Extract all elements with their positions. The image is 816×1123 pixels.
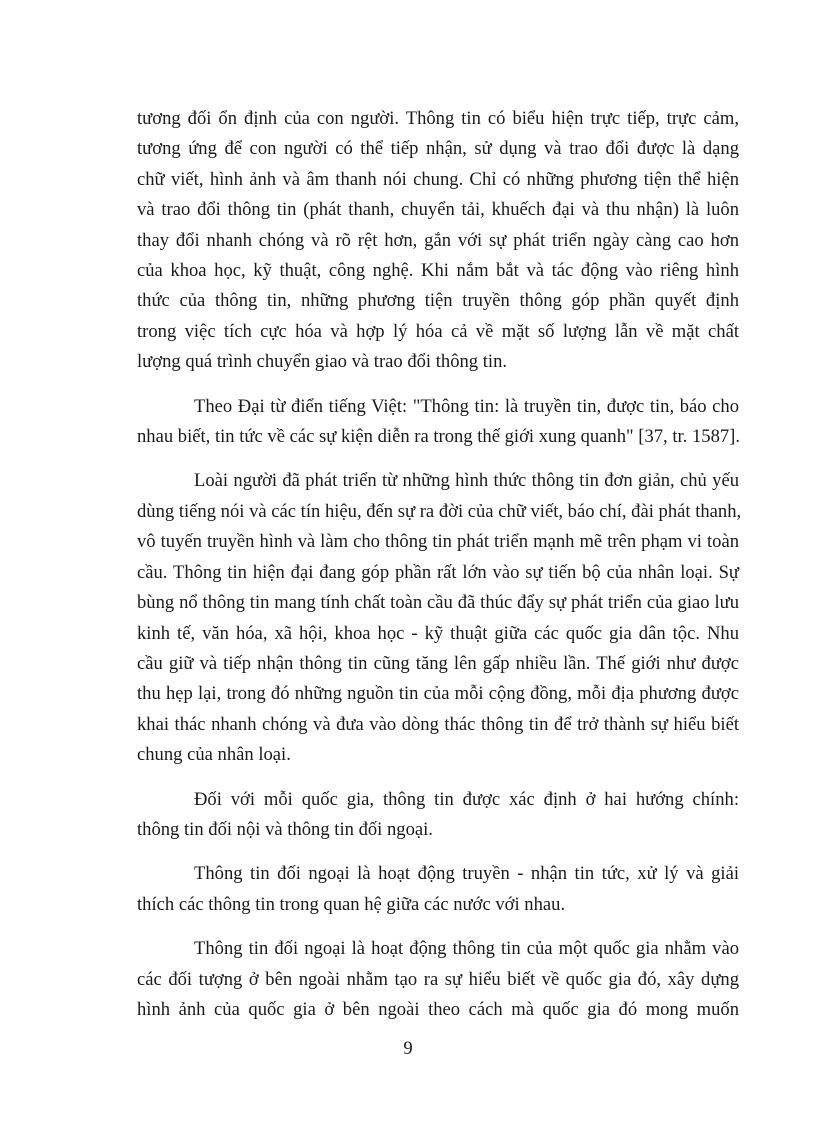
text-line: Đối với mỗi quốc gia, thông tin được xác định ở hai hướng chính: [194,788,739,810]
paragraph-4 [137,785,739,846]
text-line: thu hẹp lại, trong đó những nguồn tin của mỗi cộng đồng, mỗi địa phương được [137,683,739,705]
text-line: Loài người đã phát triển từ những hình thức thông tin đơn giản, chủ yếu [194,470,739,492]
text-line: trong việc tích cực hóa và hợp lý hóa cả về mặt số lượng lẫn về mặt chất [137,320,739,342]
text-line: lượng quá trình chuyển giao và trao đổi thông tin. [137,351,508,373]
text-line: thay đổi nhanh chóng và rõ rệt hơn, gắn với sự phát triển ngày càng cao hơn [137,229,739,251]
page-number: 9 [403,1038,413,1059]
body-text [137,104,742,1025]
paragraph-2 [137,392,739,453]
text-line: nhau biết, tin tức về các sự kiện diễn ra trong thế giới xung quanh" [37, tr. 1587]. [137,426,740,448]
text-line: khai thác nhanh chóng và đưa vào dòng thác thông tin để trở thành sự hiểu biết [137,713,739,735]
paragraph-3 [137,466,742,770]
paragraph-1 [137,104,739,378]
text-line: chung của nhân loại. [137,744,291,766]
text-line: cầu giữ và tiếp nhận thông tin cũng tăng lên gấp nhiều lần. Thế giới như được [137,652,739,674]
text-line: kinh tế, văn hóa, xã hội, khoa học - kỹ thuật giữa các quốc gia dân tộc. Nhu [137,622,739,644]
paragraph-5 [137,859,739,920]
text-line: Thông tin đối ngoại là hoạt động thông tin của một quốc gia nhằm vào [194,938,739,960]
text-line: chữ viết, hình ảnh và âm thanh nói chung. Chỉ có những phương tiện thể hiện [137,168,739,190]
paragraph-6 [137,934,739,1025]
text-line: bùng nổ thông tin mang tính chất toàn cầu đã thúc đẩy sự phát triển của giao lưu [137,592,739,614]
text-line: cầu. Thông tin hiện đại đang góp phần rất lớn vào sự tiến bộ của nhân loại. Sự [137,561,739,583]
text-line: thức của thông tin, những phương tiện truyền thông góp phần quyết định [137,290,739,312]
text-line: của khoa học, kỹ thuật, công nghệ. Khi nắm bắt và tác động vào riêng hình [137,260,739,282]
text-line: thông tin đối nội và thông tin đối ngoại. [137,818,433,840]
text-line: dùng tiếng nói và các tín hiệu, đến sự ra đời của chữ viết, báo chí, đài phát thanh, [137,500,742,522]
text-line: và trao đổi thông tin (phát thanh, chuyển tải, khuếch đại và thu nhận) là luôn [137,199,739,221]
text-line: tương ứng để con người có thể tiếp nhận, sử dụng và trao đổi được là dạng [137,138,739,160]
text-line: các đối tượng ở bên ngoài nhằm tạo ra sự hiểu biết về quốc gia đó, xây dựng [137,968,739,990]
text-line: tương đối ổn định của con người. Thông tin có biểu hiện trực tiếp, trực cảm, [137,108,739,129]
text-line: Theo Đại từ điển tiếng Việt: "Thông tin: là truyền tin, được tin, báo cho [194,395,739,417]
text-line: vô tuyến truyền hình và làm cho thông tin phát triển mạnh mẽ trên phạm vi toàn [137,531,739,553]
text-line: thích các thông tin trong quan hệ giữa các nước với nhau. [137,893,566,915]
text-line: hình ảnh của quốc gia ở bên ngoài theo cách mà quốc gia đó mong muốn [137,998,739,1020]
text-line: Thông tin đối ngoại là hoạt động truyền - nhận tin tức, xử lý và giải [194,863,739,885]
